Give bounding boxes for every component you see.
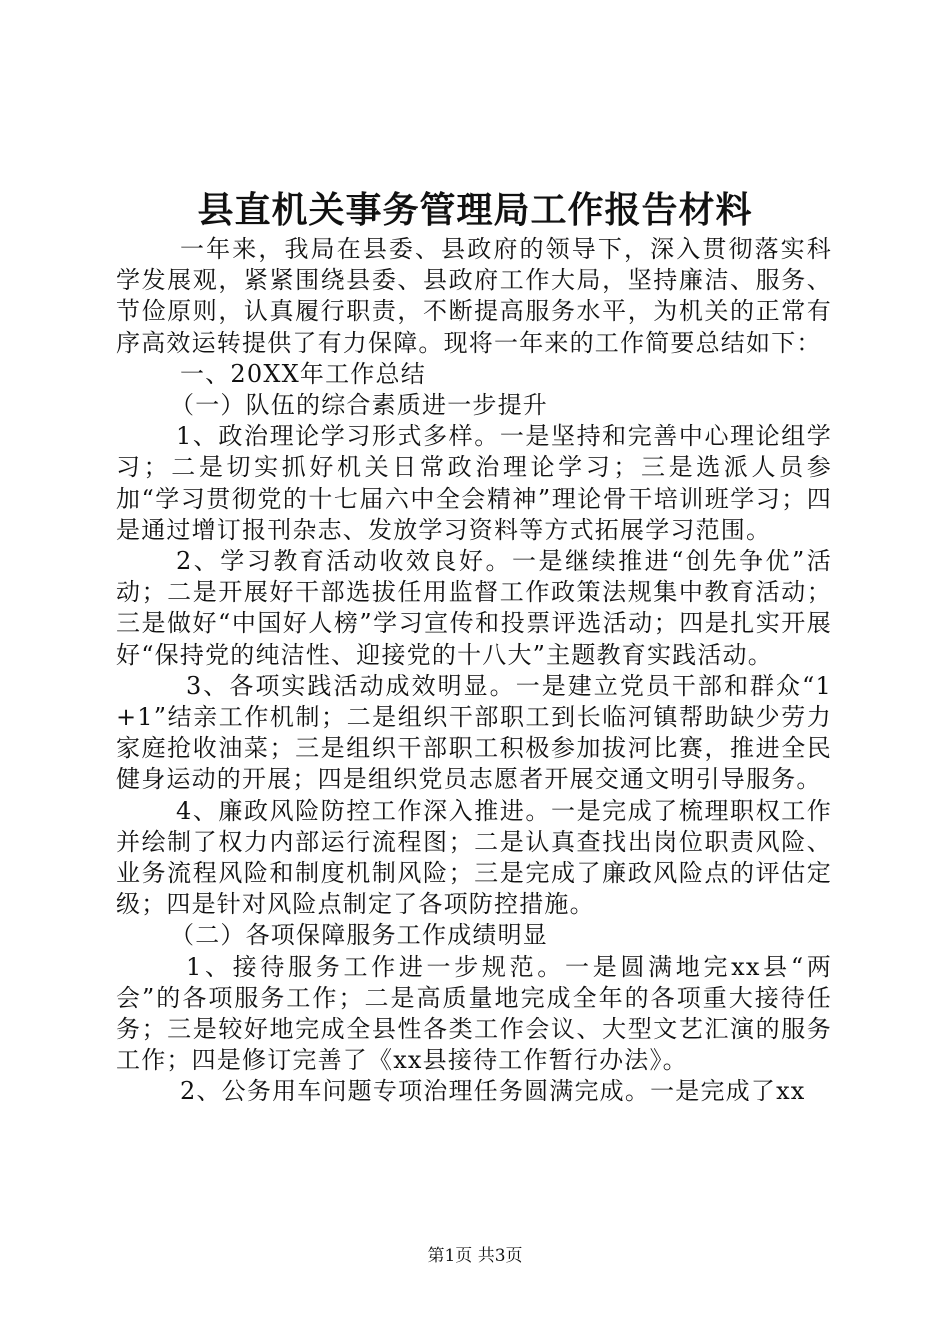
body-paragraph: （一）队伍的综合素质进一步提升 <box>170 391 548 420</box>
body-paragraph: 3、各项实践活动成效明显。一是建立党员干部和群众“1+1”结亲工作机制；二是组织干部职工到长临河镇帮助缺少劳力家庭抢收油菜；三是组织干部职工积极参加拔河比赛，推进全民健身运动的开展；四是组织党员志愿者开展交通文明引导服务。 <box>116 671 832 794</box>
document-body <box>116 234 832 1108</box>
body-paragraph: 一、20XX年工作总结 <box>180 359 426 388</box>
body-paragraph: 1、政治理论学习形式多样。一是坚持和完善中心理论组学习；二是切实抓好机关日常政治理论学习；三是选派人员参加“学习贯彻党的十七届六中全会精神”理论骨干培训班学习；四是通过增订报刊杂志、发放学习资料等方式拓展学习范围。 <box>116 422 832 544</box>
body-paragraph: 2、公务用车问题专项治理任务圆满完成。一是完成了xx <box>180 1077 806 1106</box>
body-paragraph: 4、廉政风险防控工作深入推进。一是完成了梳理职权工作并绘制了权力内部运行流程图；二是认真查找出岗位职责风险、业务流程风险和制度机制风险；三是完成了廉政风险点的评估定级；四是针对风险点制定了各项防控措施。 <box>116 796 832 919</box>
body-paragraph: 2、学习教育活动收效良好。一是继续推进“创先争优”活动；二是开展好干部选拔任用监督工作政策法规集中教育活动；三是做好“中国好人榜”学习宣传和投票评选活动；四是扎实开展好“保持党的纯洁性、迎接党的十八大”主题教育实践活动。 <box>116 547 832 669</box>
document-title: 县直机关事务管理局工作报告材料 <box>197 189 753 231</box>
body-paragraph: （二）各项保障服务工作成绩明显 <box>170 921 548 950</box>
body-paragraph: 1、接待服务工作进一步规范。一是圆满地完xx县“两会”的各项服务工作；二是高质量地完成全年的各项重大接待任务；三是较好地完成全县性各类工作会议、大型文艺汇演的服务工作；四是修订完善了《xx县接待工作暂行办法》。 <box>116 952 832 1075</box>
page-footer: 第1页 共3页 <box>427 1246 523 1266</box>
body-paragraph: 一年来，我局在县委、县政府的领导下，深入贯彻落实科学发展观，紧紧围绕县委、县政府工作大局，坚持廉洁、服务、节俭原则，认真履行职责，不断提高服务水平，为机关的正常有序高效运转提供了有力保障。现将一年来的工作简要总结如下： <box>116 235 832 357</box>
